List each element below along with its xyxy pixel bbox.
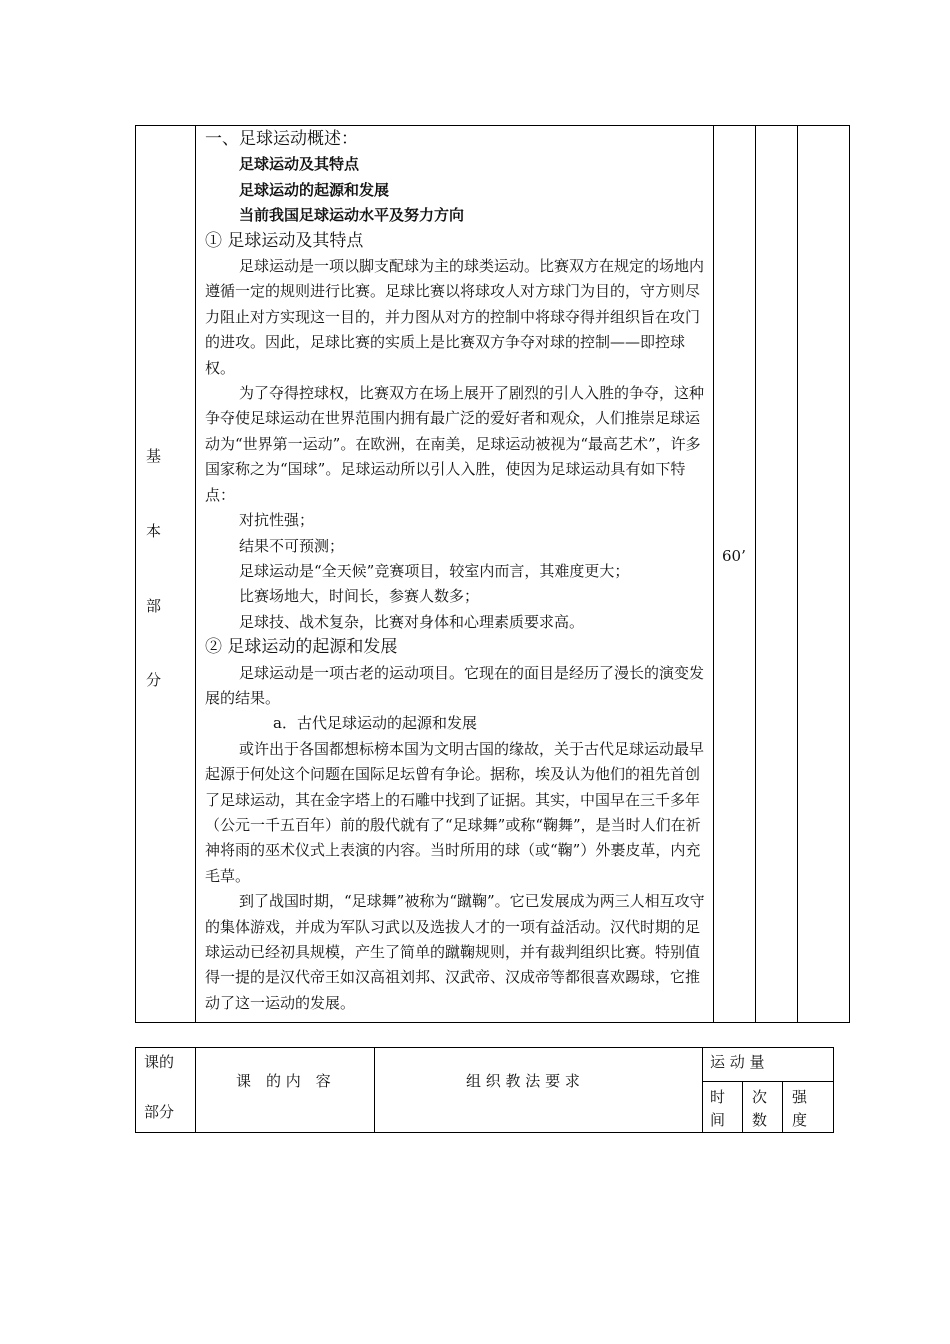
- section-label-char: 部: [146, 597, 162, 615]
- column-divider: [195, 1047, 196, 1133]
- column-divider: [702, 1047, 703, 1133]
- column-divider: [713, 125, 714, 1023]
- lesson-content: [205, 127, 710, 1016]
- section-label-char: 分: [146, 671, 162, 689]
- section1-paragraph: 足球运动是一项以脚支配球为主的球类运动。比赛双方在规定的场地内遵循一定的规则进行比赛。足球比赛以将球攻人对方球门为目的，守方则尽力阻止对方实现这一目的，并力图从对方的控制中将球夺得并组织旨在攻门的进攻。因此，足球比赛的实质上是比赛双方争夺对球的控制——即控球权。: [205, 257, 705, 377]
- header-intensity-label: 强: [792, 1088, 808, 1106]
- feature-item: 比赛场地大，时间长，参赛人数多；: [239, 587, 480, 606]
- section1-heading: ① 足球运动及其特点: [205, 230, 364, 251]
- row-divider: [702, 1081, 834, 1082]
- section1-paragraph: 为了夺得控球权，比赛双方在场上展开了剧烈的引人入胜的争夺，这种争夺使足球运动在世界范围内拥有最广泛的爱好者和观众，人们推崇足球运动为“世界第一运动”。在欧洲，在南美，足球运动被视为“最高艺术”，许多国家称之为“国球”。足球运动所以引人入胜，使因为足球运动具有如下特点：: [205, 384, 705, 504]
- column-divider: [374, 1047, 375, 1133]
- header-method-label: 组 织 教 法 要 求: [466, 1072, 580, 1090]
- section2-subheading: a．古代足球运动的起源和发展: [273, 714, 477, 733]
- section-label-char: 本: [146, 522, 162, 540]
- time-value: 60’: [722, 547, 746, 565]
- header-part-label: 部分: [144, 1103, 175, 1121]
- header-load-label: 运 动 量: [710, 1053, 765, 1071]
- column-divider: [797, 125, 798, 1023]
- feature-item: 足球技、战术复杂，比赛对身体和心理素质要求高。: [239, 612, 585, 631]
- feature-item: 足球运动是“全天候”竞赛项目，较室内而言，其难度更大；: [239, 561, 630, 580]
- header-intensity-label: 度: [792, 1111, 808, 1129]
- header-count-label: 数: [752, 1111, 768, 1129]
- section2-paragraph: 足球运动是一项古老的运动项目。它现在的面目是经历了漫长的演变发展的结果。: [205, 663, 705, 707]
- outline-item: 足球运动及其特点: [239, 155, 360, 174]
- section2-paragraph: 到了战国时期，“足球舞”被称为“蹴鞠”。它已发展成为两三人相互攻守的集体游戏，并成为军队习武以及选拔人才的一项有益活动。汉代时期的足球运动已经初具规模，产生了简单的蹴鞠规则，并有裁判组织比赛。特别值得一提的是汉代帝王如汉高祖刘邦、汉武帝、汉成帝等都很喜欢踢球，它推动了这一运动的发展。: [205, 892, 705, 1012]
- header-count-label: 次: [752, 1088, 768, 1106]
- outline-item: 当前我国足球运动水平及努力方向: [239, 206, 465, 225]
- header-time-label: 时: [710, 1088, 726, 1106]
- column-divider: [755, 125, 756, 1023]
- column-divider: [195, 125, 196, 1023]
- outline-item: 足球运动的起源和发展: [239, 180, 390, 199]
- column-divider: [782, 1081, 783, 1133]
- section2-paragraph: 或许出于各国都想标榜本国为文明古国的缘故，关于古代足球运动最早起源于何处这个问题在国际足坛曾有争论。据称，埃及认为他们的祖先首创了足球运动，其在金字塔上的石雕中找到了证据。其实，中国早在三千多年（公元一千五百年）前的殷代就有了“足球舞”或称“鞠舞”，是当时人们在祈神将雨的巫术仪式上表演的内容。当时所用的球（或“鞠”）外裹皮革，内充毛草。: [205, 739, 705, 885]
- outline-title: 一、足球运动概述：: [205, 129, 358, 149]
- section-label-char: 基: [146, 447, 162, 465]
- header-part-label: 课的: [144, 1053, 175, 1071]
- section2-heading: ② 足球运动的起源和发展: [205, 637, 398, 658]
- header-time-label: 间: [710, 1111, 726, 1129]
- header-content-label: 课 的 内 容: [236, 1072, 331, 1090]
- feature-item: 对抗性强；: [239, 511, 315, 530]
- feature-item: 结果不可预测；: [239, 536, 345, 555]
- column-divider: [742, 1081, 743, 1133]
